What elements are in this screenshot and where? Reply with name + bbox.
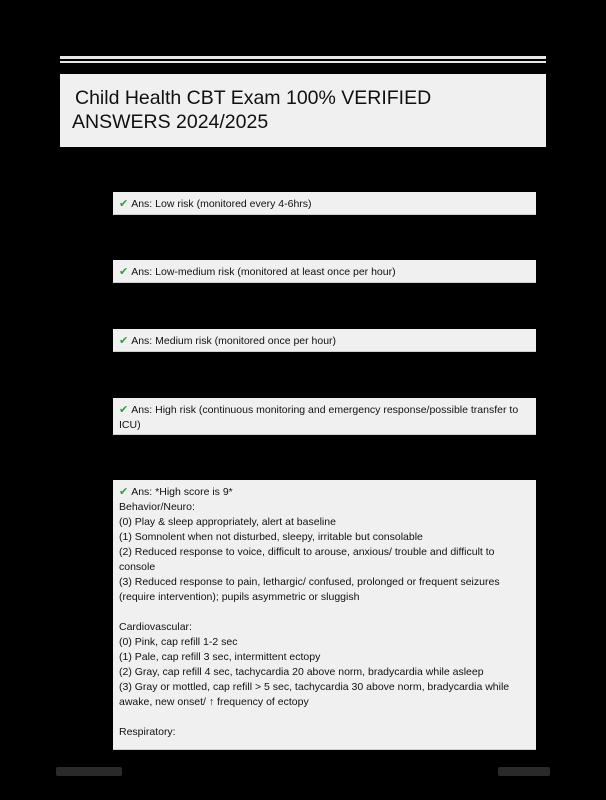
check-icon: ✔ (119, 265, 129, 278)
footer-right-redacted (498, 767, 550, 776)
answer-box-low-risk (113, 192, 536, 215)
cardio-item-3b: awake, new onset/ ↑ frequency of ectopy (119, 696, 309, 708)
resp-heading: Respiratory: (119, 726, 176, 738)
answer-box-medium-risk (113, 329, 536, 352)
check-icon: ✔ (119, 197, 129, 210)
spacer (119, 605, 530, 620)
behavior-item-3b: (require intervention); pupils asymmetric or sluggish (119, 591, 360, 603)
answer-box-low-medium-risk (113, 260, 536, 283)
score-first-line (119, 484, 530, 500)
top-rule (60, 56, 546, 59)
behavior-item-2b: console (119, 561, 156, 573)
answer-box-high-risk (113, 398, 536, 435)
title-box (60, 74, 546, 147)
answer-box-score (113, 480, 536, 750)
behavior-heading: Behavior/Neuro: (119, 501, 195, 513)
check-icon: ✔ (119, 334, 129, 347)
cardio-item-3a: (3) Gray or mottled, cap refill > 5 sec, tachycardia 30 above norm, bradycardia while (119, 681, 510, 693)
behavior-item-0: (0) Play & sleep appropriately, alert at baseline (119, 516, 336, 528)
cardio-item-2: (2) Gray, cap refill 4 sec, tachycardia 20 above norm, bradycardia while asleep (119, 666, 484, 678)
spacer (119, 710, 530, 725)
behavior-item-2a: (2) Reduced response to voice, difficult to arouse, anxious/ trouble and difficult to (119, 546, 495, 558)
answer-text: Ans: Medium risk (monitored once per hour) (131, 335, 337, 347)
page-title (72, 86, 534, 134)
cardio-item-0: (0) Pink, cap refill 1-2 sec (119, 636, 238, 648)
answer-text: Ans: Low-medium risk (monitored at least once per hour) (131, 266, 396, 278)
cardio-item-1: (1) Pale, cap refill 3 sec, intermittent ectopy (119, 651, 321, 663)
answer-text: Ans: High risk (continuous monitoring and emergency response/possible transfer to ICU) (119, 404, 519, 431)
answer-text: Ans: *High score is 9* (131, 486, 233, 498)
behavior-item-1: (1) Somnolent when not disturbed, sleepy, irritable but consolable (119, 531, 423, 543)
top-rule-secondary (60, 61, 546, 63)
check-icon: ✔ (119, 485, 129, 498)
check-icon: ✔ (119, 403, 129, 416)
title-line-2: ANSWERS 2024/2025 (72, 111, 269, 133)
footer-left-redacted (56, 767, 122, 776)
answer-text: Ans: Low risk (monitored every 4-6hrs) (131, 198, 312, 210)
behavior-item-3a: (3) Reduced response to pain, lethargic/ confused, prolonged or frequent seizures (119, 576, 500, 588)
title-line-1: Child Health CBT Exam 100% VERIFIED (75, 87, 432, 109)
cardio-heading: Cardiovascular: (119, 621, 192, 633)
